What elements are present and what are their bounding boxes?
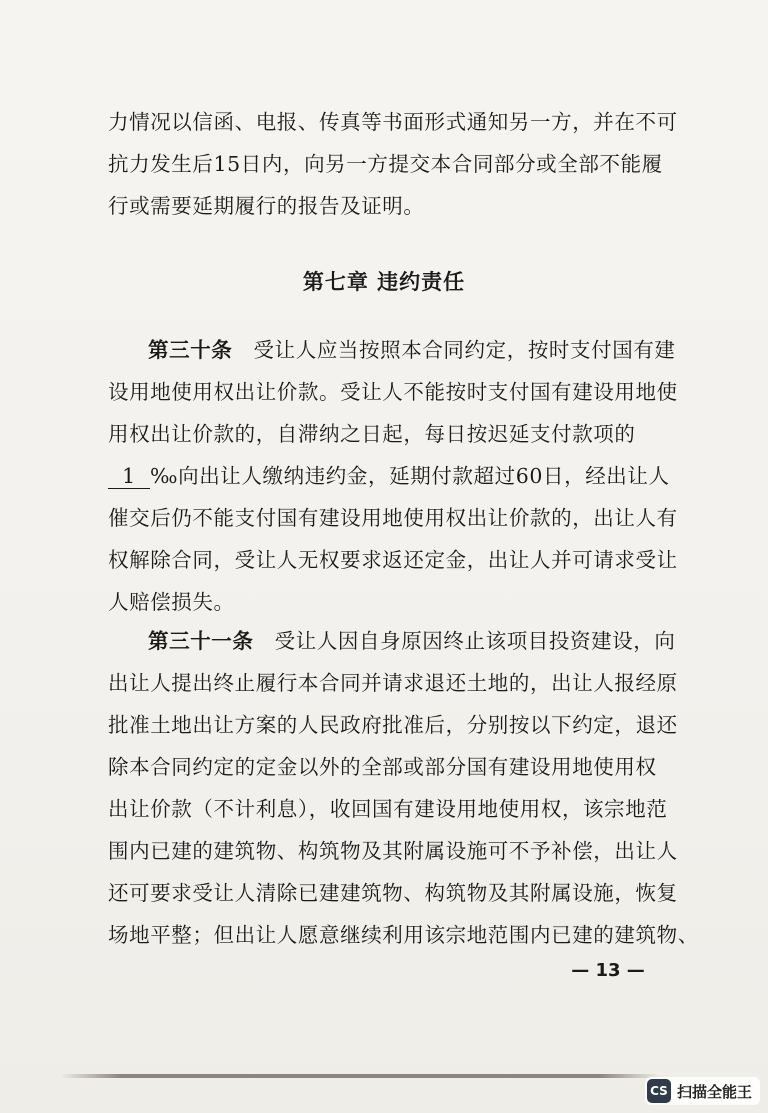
watermark-app-name: 扫描全能王: [676, 1082, 752, 1101]
penalty-rate-value: 1: [108, 464, 150, 489]
camscanner-logo-icon: CS: [647, 1079, 671, 1103]
paragraph-line: 围内已建的建筑物、构筑物及其附属设施可不予补偿，出让人: [108, 839, 678, 863]
paragraph-line: 场地平整；但出让人愿意继续利用该宗地范围内已建的建筑物、: [108, 923, 699, 947]
article-31-first-line: [108, 620, 676, 662]
paragraph-line: 受让人应当按照本合同约定，按时支付国有建: [253, 338, 676, 362]
page-edge-shadow: [60, 1074, 660, 1078]
article-30-first-line: [108, 329, 676, 371]
paragraph-line: 出让人提出终止履行本合同并请求退还土地的，出让人报经原: [108, 671, 678, 695]
chapter-title: 第七章 违约责任: [302, 270, 466, 294]
scanner-watermark: [645, 1077, 760, 1105]
paragraph-line: 除本合同约定的定金以外的全部或部分国有建设用地使用权: [108, 755, 657, 779]
article-31: [108, 620, 699, 956]
paragraph-line: 催交后仍不能支付国有建设用地使用权出让价款的，出让人有: [108, 506, 678, 530]
continued-paragraph: [108, 101, 678, 227]
paragraph-line: 行或需要延期履行的报告及证明。: [108, 194, 425, 218]
paragraph-line: ‰向出让人缴纳违约金，延期付款超过60日，经出让人: [150, 464, 670, 488]
article-30-heading: 第三十条: [148, 338, 233, 362]
paragraph-line: 受让人因自身原因终止该项目投资建设，向: [274, 629, 676, 653]
paragraph-line: 批准土地出让方案的人民政府批准后，分别按以下约定，退还: [108, 713, 678, 737]
article-31-heading: 第三十一条: [148, 629, 254, 653]
paragraph-line: 用权出让价款的，自滞纳之日起，每日按迟延支付款项的: [108, 422, 636, 446]
paragraph-line: 出让价款（不计利息），收回国有建设用地使用权，该宗地范: [108, 797, 668, 821]
paragraph-line: 力情况以信函、电报、传真等书面形式通知另一方，并在不可: [108, 110, 678, 134]
paragraph-line: 还可要求受让人清除已建建筑物、构筑物及其附属设施，恢复: [108, 881, 678, 905]
paragraph-line: 设用地使用权出让价款。受让人不能按时支付国有建设用地使: [108, 380, 678, 404]
page-number: — 13 —: [571, 960, 645, 981]
article-30: [108, 329, 678, 623]
paragraph-line: 人赔偿损失。: [108, 590, 235, 614]
penalty-rate-line: [108, 455, 668, 497]
paragraph-line: 权解除合同，受让人无权要求返还定金，出让人并可请求受让: [108, 548, 678, 572]
paragraph-line: 抗力发生后15日内，向另一方提交本合同部分或全部不能履: [108, 152, 663, 176]
